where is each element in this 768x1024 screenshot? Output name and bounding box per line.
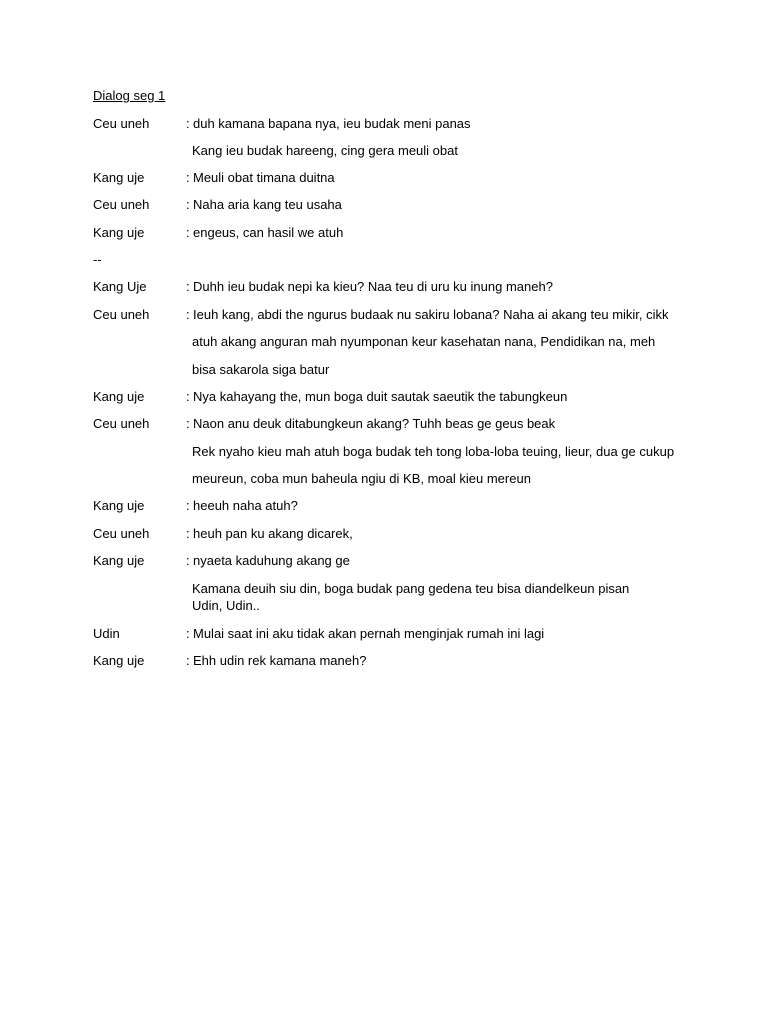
dialog-line [0, 334, 768, 352]
speaker-name: Ceu uneh [93, 197, 150, 212]
dialog-line [0, 116, 768, 134]
dialog-text: Naha aria kang teu usaha [193, 197, 342, 212]
dialog-line [0, 389, 768, 407]
speaker-name: Ceu uneh [93, 307, 150, 322]
speaker-name: Ceu uneh [93, 116, 150, 131]
dialog-line [0, 444, 768, 462]
dialog-continuation: Rek nyaho kieu mah atuh boga budak teh tong loba-loba teuing, lieur, dua ge cukup [192, 444, 675, 459]
dialog-text: Meuli obat timana duitna [193, 170, 335, 185]
dialog-continuation: meureun, coba mun baheula ngiu di KB, moal kieu mereun [192, 471, 531, 486]
dialog-text: Mulai saat ini aku tidak akan pernah menginjak rumah ini lagi [193, 626, 545, 641]
dialog-text: Ieuh kang, abdi the ngurus budaak nu sakiru lobana? Naha ai akang teu mikir, cikk [193, 307, 669, 322]
dialog-line [0, 416, 768, 434]
colon-separator: : [186, 626, 190, 641]
speaker-name: Kang uje [93, 170, 145, 185]
colon-separator: : [186, 279, 190, 294]
dialog-text: nyaeta kaduhung akang ge [193, 553, 350, 568]
colon-separator: : [186, 225, 190, 240]
dialog-line [0, 653, 768, 671]
dialog-line [0, 626, 768, 644]
dialog-text: Ehh udin rek kamana maneh? [193, 653, 367, 668]
dialog-continuation: Kamana deuih siu din, boga budak pang gedena teu bisa diandelkeun pisan [192, 581, 630, 596]
dialog-text: engeus, can hasil we atuh [193, 225, 344, 240]
dialog-line [0, 143, 768, 161]
colon-separator: : [186, 416, 190, 431]
speaker-name: Kang uje [93, 553, 145, 568]
speaker-name: Kang uje [93, 389, 145, 404]
dialog-line [0, 526, 768, 544]
speaker-name: Kang uje [93, 653, 145, 668]
colon-separator: : [186, 653, 190, 668]
dialog-text: Nya kahayang the, mun boga duit sautak saeutik the tabungkeun [193, 389, 568, 404]
speaker-name: Kang uje [93, 498, 145, 513]
colon-separator: : [186, 389, 190, 404]
dialog-line [0, 225, 768, 243]
colon-separator: : [186, 197, 190, 212]
dialog-line [0, 581, 768, 599]
dialog-continuation: Kang ieu budak hareeng, cing gera meuli obat [192, 143, 458, 158]
dialog-line [0, 307, 768, 325]
dialog-text: heuh pan ku akang dicarek, [193, 526, 353, 541]
colon-separator: : [186, 307, 190, 322]
speaker-name: Ceu uneh [93, 526, 150, 541]
speaker-name: Udin [93, 626, 120, 641]
colon-separator: : [186, 116, 190, 131]
dialog-continuation: atuh akang anguran mah nyumponan keur kasehatan nana, Pendidikan na, meh [192, 334, 656, 349]
dialog-line [0, 170, 768, 188]
dialog-line [0, 471, 768, 489]
dialog-text: duh kamana bapana nya, ieu budak meni panas [193, 116, 471, 131]
colon-separator: : [186, 498, 190, 513]
dialog-line [0, 279, 768, 297]
dialog-line [0, 553, 768, 571]
dialog-line [0, 598, 768, 616]
dialog-text: Naon anu deuk ditabungkeun akang? Tuhh beas ge geus beak [193, 416, 556, 431]
speaker-name: Kang uje [93, 225, 145, 240]
speaker-name: Ceu uneh [93, 416, 150, 431]
colon-separator: : [186, 553, 190, 568]
dialog-text: Duhh ieu budak nepi ka kieu? Naa teu di uru ku inung maneh? [193, 279, 553, 294]
dialog-continuation: Udin, Udin.. [192, 598, 260, 613]
colon-separator: : [186, 526, 190, 541]
dialog-continuation: bisa sakarola siga batur [192, 362, 330, 377]
section-separator: -- [93, 252, 102, 267]
speaker-name: Kang Uje [93, 279, 147, 294]
dialog-text: heeuh naha atuh? [193, 498, 298, 513]
colon-separator: : [186, 170, 190, 185]
document-title: Dialog seg 1 [93, 88, 166, 103]
dialog-line [0, 252, 768, 270]
dialog-line [0, 197, 768, 215]
dialog-line [0, 498, 768, 516]
dialog-line [0, 362, 768, 380]
